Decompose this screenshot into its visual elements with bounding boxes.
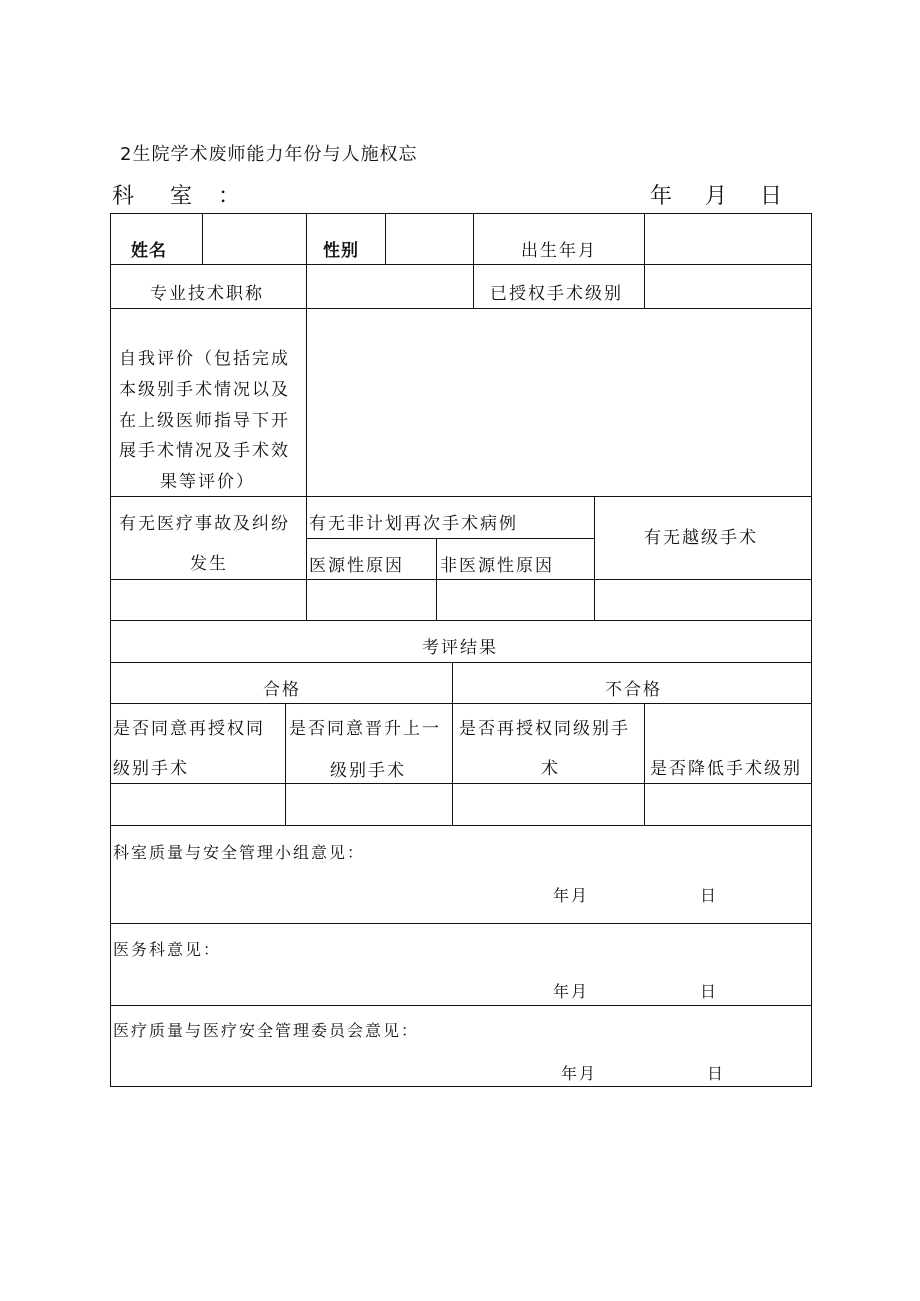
col-line bbox=[285, 703, 286, 826]
name-label: 姓名 bbox=[131, 241, 167, 261]
row-line bbox=[110, 620, 812, 621]
medical-affairs-year-month: 年月 bbox=[553, 982, 590, 1001]
medical-cause-label: 医源性原因 bbox=[309, 556, 404, 576]
col-line bbox=[385, 213, 386, 265]
evaluation-result-label: 考评结果 bbox=[422, 638, 498, 658]
document-title: 2生院学术废师能力年份与人施权忘 bbox=[120, 144, 418, 165]
row-line bbox=[110, 923, 812, 924]
row-line bbox=[110, 1005, 812, 1006]
qualified-label: 合格 bbox=[263, 680, 301, 700]
birth-date-label: 出生年月 bbox=[521, 241, 597, 261]
gender-label: 性别 bbox=[323, 241, 359, 261]
col-line bbox=[644, 213, 645, 309]
self-evaluation-line: 展手术情况及手术效 bbox=[119, 441, 290, 461]
unplanned-reoperation-label: 有无非计划再次手术病例 bbox=[309, 514, 518, 534]
committee-opinion-label: 医疗质量与医疗安全管理委员会意见： bbox=[113, 1021, 420, 1040]
medical-accident-label-2: 发生 bbox=[190, 554, 228, 574]
row-line bbox=[110, 264, 812, 265]
col-line bbox=[452, 662, 453, 826]
col-line bbox=[202, 213, 203, 265]
promote-level-label: 是否同意晋升上一 bbox=[289, 719, 441, 739]
table-border-bottom bbox=[110, 1086, 812, 1087]
unqualified-label: 不合格 bbox=[605, 680, 662, 700]
committee-year-month: 年月 bbox=[561, 1064, 598, 1083]
col-line bbox=[473, 213, 474, 309]
medical-affairs-opinion-label: 医务科意见： bbox=[113, 940, 222, 959]
reauthorize-same-level-label: 是否同意再授权同 bbox=[113, 719, 265, 739]
row-line bbox=[110, 308, 812, 309]
reauthorize-same-level-2-label-2: 术 bbox=[541, 759, 560, 779]
self-evaluation-line: 自我评价（包括完成 bbox=[119, 349, 290, 369]
row-line bbox=[110, 825, 812, 826]
header-month: 月 bbox=[705, 184, 728, 209]
reauthorize-same-level-2-label: 是否再授权同级别手 bbox=[459, 719, 630, 739]
authorized-surgery-level-label: 已授权手术级别 bbox=[490, 284, 623, 304]
row-line bbox=[110, 579, 812, 580]
table-border-top bbox=[110, 213, 812, 214]
col-line bbox=[594, 496, 595, 621]
row-line bbox=[110, 662, 812, 663]
department-label-2: 室 bbox=[170, 184, 193, 209]
row-line bbox=[110, 703, 812, 704]
department-label-1: 科 bbox=[112, 184, 135, 209]
department-label-colon: ： bbox=[218, 184, 241, 209]
professional-title-label: 专业技术职称 bbox=[150, 284, 264, 304]
self-evaluation-line: 果等评价） bbox=[160, 472, 255, 492]
medical-accident-label: 有无医疗事故及纠纷 bbox=[119, 514, 290, 534]
header-year: 年 bbox=[650, 184, 673, 209]
self-evaluation-line: 本级别手术情况以及 bbox=[119, 380, 290, 400]
department-opinion-year-month: 年月 bbox=[553, 886, 590, 905]
header-day: 日 bbox=[760, 184, 783, 209]
department-opinion-day: 日 bbox=[700, 886, 719, 905]
reauthorize-same-level-label-2: 级别手术 bbox=[113, 759, 189, 779]
promote-level-label-2: 级别手术 bbox=[330, 761, 406, 781]
col-line bbox=[644, 703, 645, 826]
lower-surgery-level-label: 是否降低手术级别 bbox=[650, 759, 802, 779]
table-border-right bbox=[811, 213, 812, 1087]
col-line bbox=[306, 213, 307, 621]
non-medical-cause-label: 非医源性原因 bbox=[440, 556, 554, 576]
table-border-left bbox=[110, 213, 111, 1087]
row-line bbox=[110, 783, 812, 784]
col-line bbox=[436, 538, 437, 621]
row-line bbox=[110, 496, 812, 497]
over-level-surgery-label: 有无越级手术 bbox=[644, 528, 758, 548]
committee-day: 日 bbox=[707, 1064, 726, 1083]
medical-affairs-day: 日 bbox=[700, 982, 719, 1001]
row-line bbox=[306, 538, 594, 539]
department-opinion-label: 科室质量与安全管理小组意见： bbox=[113, 843, 366, 862]
self-evaluation-line: 在上级医师指导下开 bbox=[119, 411, 290, 431]
